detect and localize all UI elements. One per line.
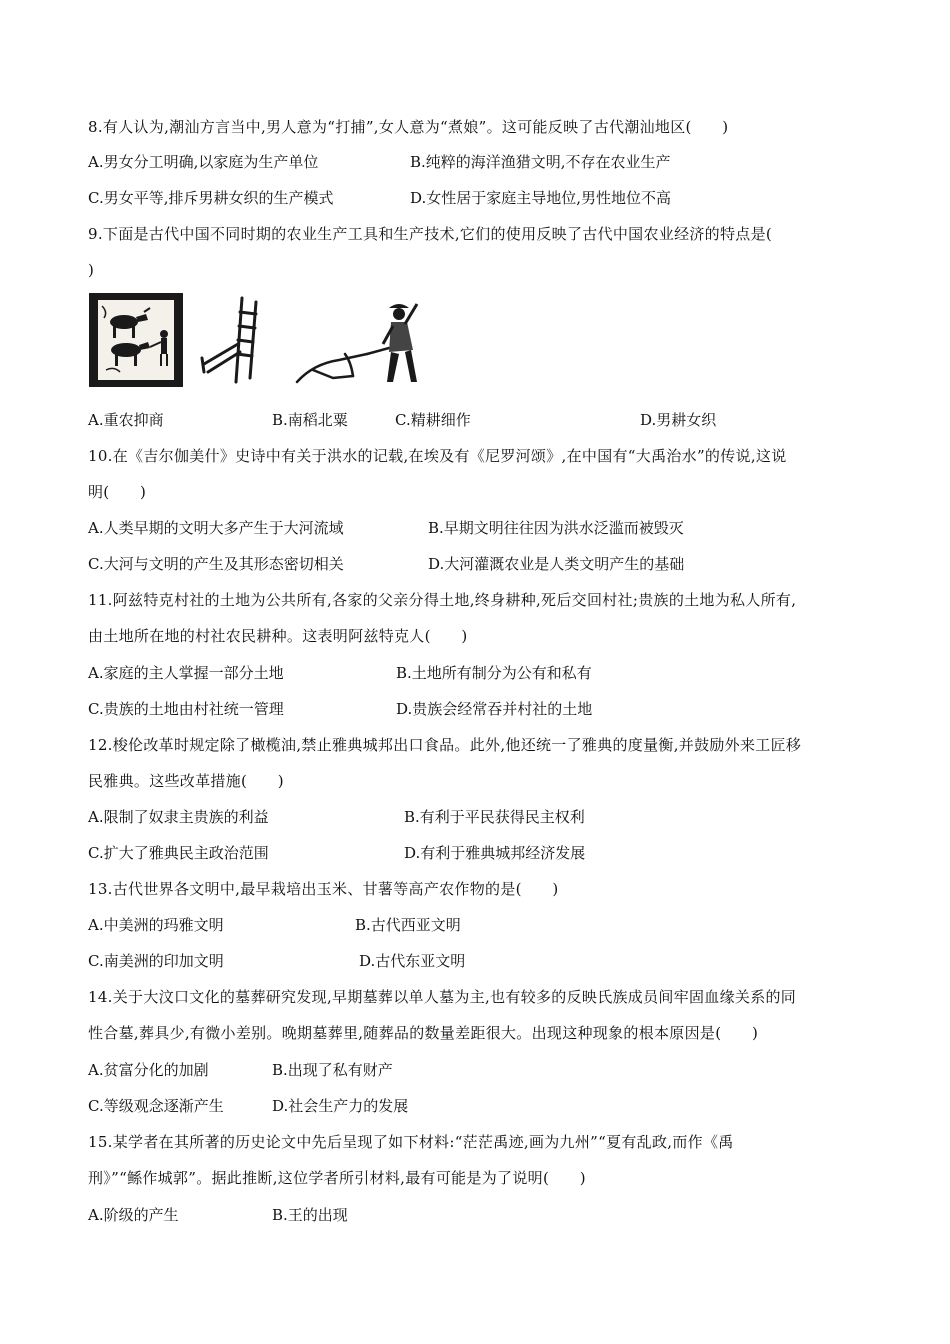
q14-stem-line2: 性合墓,葬具少,有微小差别。晚期墓葬里,随葬品的数量差距很大。出现这种现象的根本原因是( ) (88, 1024, 759, 1042)
q11-option-b: B.土地所有制分为公有和私有 (396, 664, 592, 682)
q9-stem-line2: ) (88, 261, 95, 279)
q14-stem-line1: 14.关于大汶口文化的墓葬研究发现,早期墓葬以单人墓为主,也有较多的反映氏族成员间牢固血缘关系的同 (88, 988, 797, 1006)
q15-stem-line1: 15.某学者在其所著的历史论文中先后呈现了如下材料:“茫茫禹迹,画为九州”“夏有乱政,而作《禹 (88, 1133, 734, 1151)
q11-option-d: D.贵族会经常吞并村社的土地 (396, 700, 593, 718)
q15-option-b: B.王的出现 (272, 1206, 348, 1224)
q10-option-a: A.人类早期的文明大多产生于大河流域 (88, 519, 344, 537)
q8-option-c: C.男女平等,排斥男耕女织的生产模式 (88, 189, 334, 207)
q13-option-d: D.古代东亚文明 (359, 952, 466, 970)
q13-option-b: B.古代西亚文明 (355, 916, 461, 934)
q11-stem-line2: 由土地所在地的村社农民耕种。这表明阿兹特克人( ) (88, 627, 468, 645)
q12-option-d: D.有利于雅典城邦经济发展 (404, 844, 586, 862)
q14-option-b: B.出现了私有财产 (272, 1061, 393, 1079)
q9-option-d: D.男耕女织 (640, 411, 717, 429)
q12-stem-line1: 12.梭伦改革时规定除了橄榄油,禁止雅典城邦出口食品。此外,他还统一了雅典的度量衡,并鼓励外来工匠移 (88, 736, 802, 754)
q8-option-a: A.男女分工明确,以家庭为生产单位 (88, 153, 319, 171)
q10-option-b: B.早期文明往往因为洪水泛滥而被毁灭 (428, 519, 684, 537)
q15-stem-line2: 刑》”“鲧作城郭”。据此推断,这位学者所引材料,最有可能是为了说明( ) (88, 1169, 586, 1187)
q12-option-c: C.扩大了雅典民主政治范围 (88, 844, 269, 862)
q10-stem-line1: 10.在《吉尔伽美什》史诗中有关于洪水的记载,在埃及有《尼罗河颂》,在中国有“大禹治水”的传说,这说 (88, 447, 787, 465)
q15-option-a: A.阶级的产生 (88, 1206, 179, 1224)
ploughing-farmer-icon (293, 292, 433, 388)
rake-tool-icon (194, 292, 274, 388)
ox-plough-mural-icon (88, 292, 184, 388)
q14-option-a: A.贫富分化的加剧 (88, 1061, 209, 1079)
q11-option-a: A.家庭的主人掌握一部分土地 (88, 664, 284, 682)
q12-option-a: A.限制了奴隶主贵族的利益 (88, 808, 269, 826)
q10-option-c: C.大河与文明的产生及其形态密切相关 (88, 555, 344, 573)
q14-option-c: C.等级观念逐渐产生 (88, 1097, 224, 1115)
q10-option-d: D.大河灌溉农业是人类文明产生的基础 (428, 555, 685, 573)
q13-option-c: C.南美洲的印加文明 (88, 952, 224, 970)
q9-option-c: C.精耕细作 (395, 411, 471, 429)
q14-option-d: D.社会生产力的发展 (272, 1097, 409, 1115)
q8-option-b: B.纯粹的海洋渔猎文明,不存在农业生产 (410, 153, 671, 171)
q12-stem-line2: 民雅典。这些改革措施( ) (88, 772, 284, 790)
q9-figures (88, 292, 448, 390)
q9-option-a: A.重农抑商 (88, 411, 164, 429)
q11-stem-line1: 11.阿兹特克村社的土地为公共所有,各家的父亲分得土地,终身耕种,死后交回村社;贵族的土地为私人所有, (88, 591, 797, 609)
q9-option-b: B.南稻北粟 (272, 411, 348, 429)
q11-option-c: C.贵族的土地由村社统一管理 (88, 700, 284, 718)
q8-stem: 8.有人认为,潮汕方言当中,男人意为“打捕”,女人意为“煮娘”。这可能反映了古代潮汕地区( ) (88, 118, 729, 136)
q13-stem: 13.古代世界各文明中,最早栽培出玉米、甘薯等高产农作物的是( ) (88, 880, 559, 898)
q13-option-a: A.中美洲的玛雅文明 (88, 916, 224, 934)
q8-option-d: D.女性居于家庭主导地位,男性地位不高 (410, 189, 672, 207)
q9-stem-line1: 9.下面是古代中国不同时期的农业生产工具和生产技术,它们的使用反映了古代中国农业经济的特点是( (88, 225, 773, 243)
q10-stem-line2: 明( ) (88, 483, 147, 501)
q12-option-b: B.有利于平民获得民主权利 (404, 808, 585, 826)
